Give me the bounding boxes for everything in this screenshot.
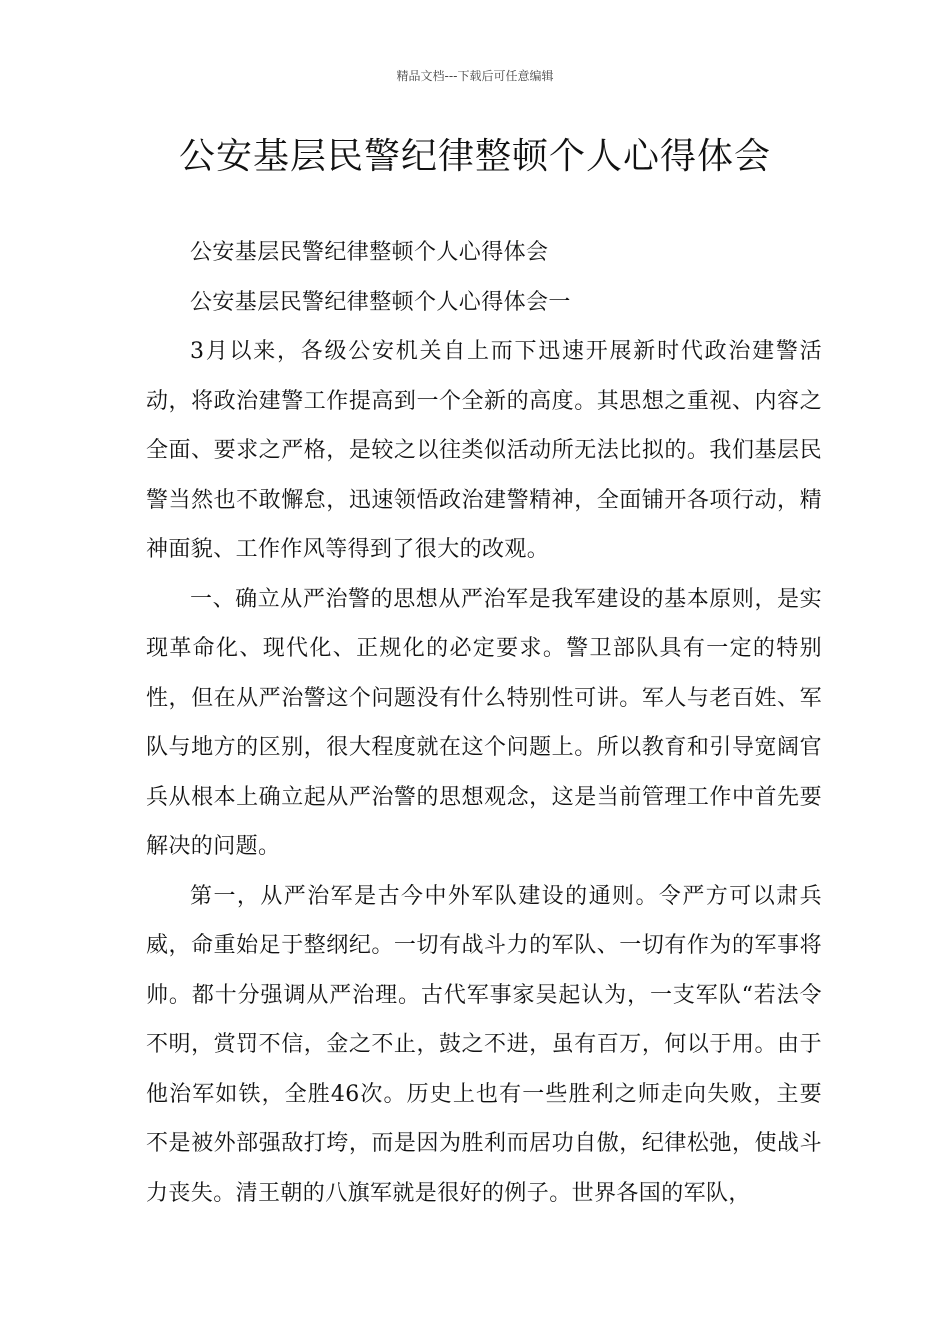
- header-note: 精品文档---下载后可任意编辑: [396, 69, 554, 83]
- paragraph-subtitle: 公安基层民警纪律整顿个人心得体会: [190, 240, 549, 265]
- document-title: 公安基层民警纪律整顿个人心得体会: [178, 136, 771, 177]
- paragraph-first: 第一，从严治军是古今中外军队建设的通则。令严方可以肃兵威，命重始足于整纲纪。一切有战斗力的军队、一切有作为的军事将帅。都十分强调从严治理。古代军事家吴起认为，一支军队“若法令不明，赏罚不信，金之不止，鼓之不进，虽有百万，何以于用。由于他治军如铁，全胜46次。历史上也有一些胜利之师走向失败，主要不是被外部强敌打垮，而是因为胜利而居功自傲，纪律松弛，使战斗力丧失。清王朝的八旗军就是很好的例子。世界各国的军队，: [146, 883, 822, 1206]
- paragraph-intro: 3月以来，各级公安机关自上而下迅速开展新时代政治建警活动，将政治建警工作提高到一个全新的高度。其思想之重视、内容之全面、要求之严格，是较之以往类似活动所无法比拟的。我们基层民警当然也不敢懈怠，迅速领悟政治建警精神，全面铺开各项行动，精神面貌、工作作风等得到了很大的改观。: [146, 339, 822, 562]
- paragraph-point-one: 一、确立从严治警的思想从严治军是我军建设的基本原则，是实现革命化、现代化、正规化的必定要求。警卫部队具有一定的特别性，但在从严治警这个问题没有什么特别性可讲。军人与老百姓、军队与地方的区别，很大程度就在这个问题上。所以教育和引导宽阔官兵从根本上确立起从严治警的思想观念，这是当前管理工作中首先要解决的问题。: [146, 586, 822, 859]
- paragraph-section-heading: 公安基层民警纪律整顿个人心得体会一: [190, 289, 571, 315]
- document-body: [146, 228, 822, 1218]
